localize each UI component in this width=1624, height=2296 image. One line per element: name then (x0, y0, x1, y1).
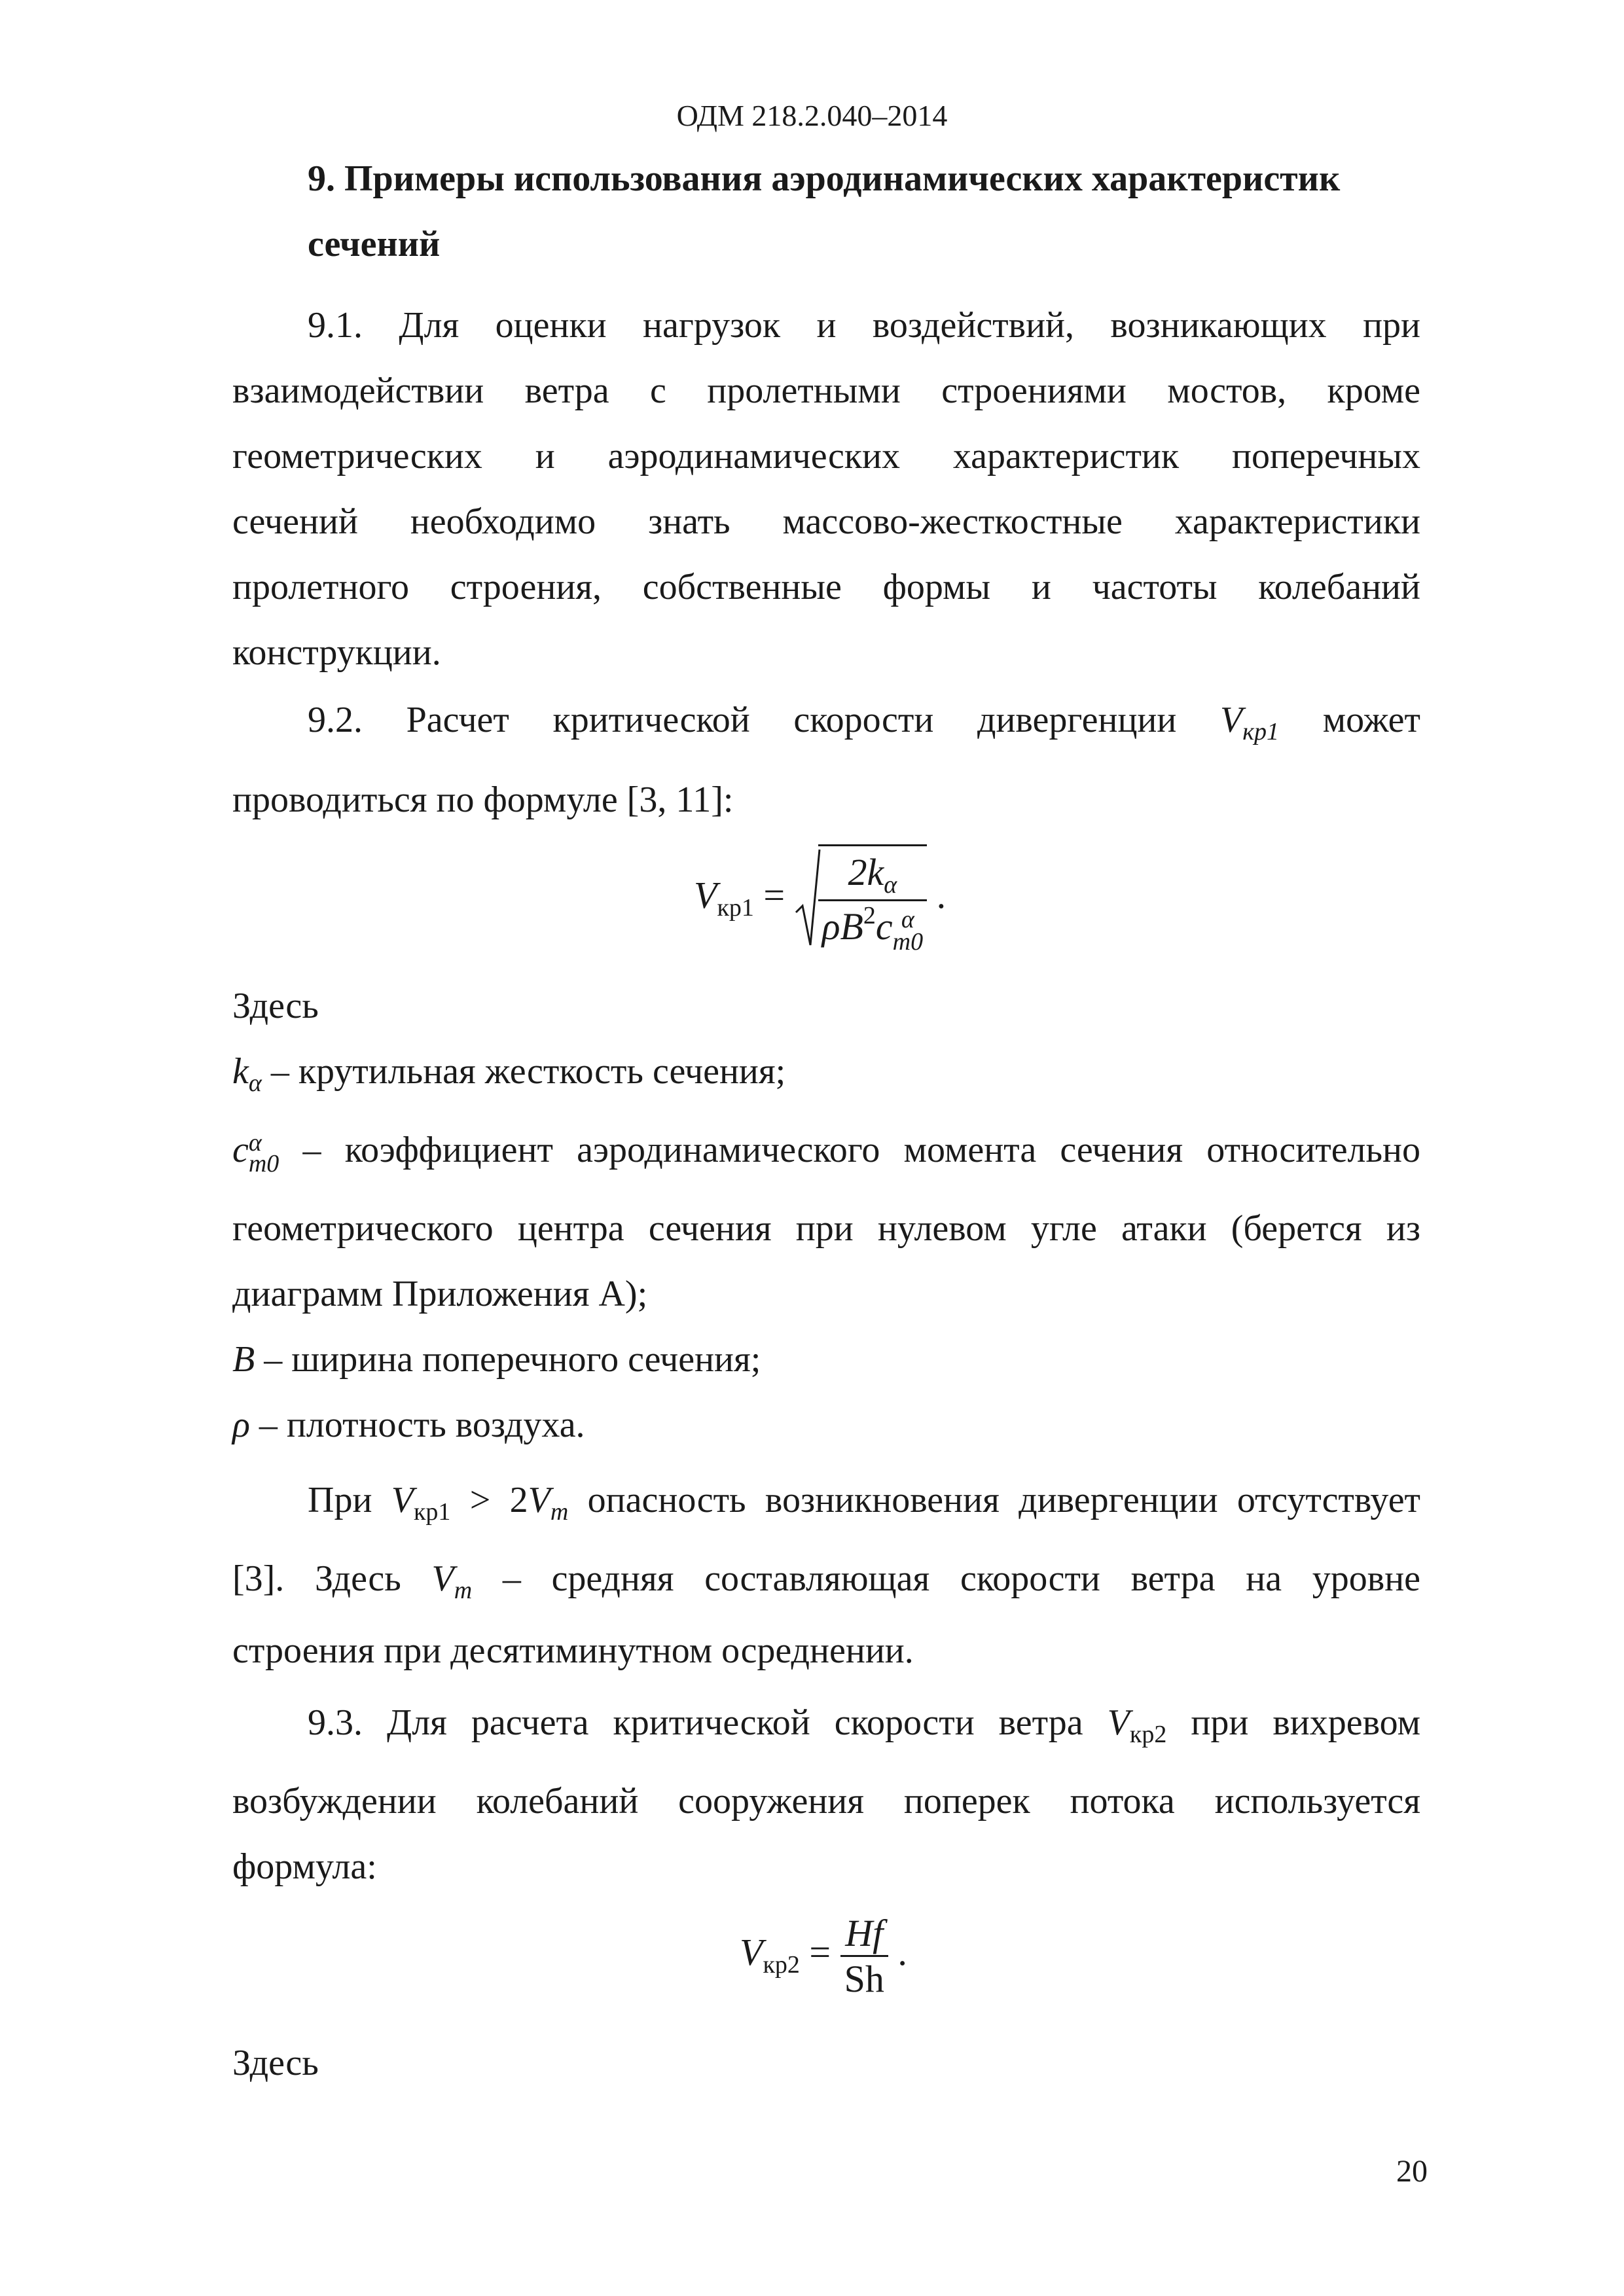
p93-line-2: возбуждении колебаний сооружения поперек потока используется (232, 1781, 1420, 1821)
p92-line-1 (232, 699, 1420, 746)
cond-line-3: строения при десятиминутном осреднении. (232, 1630, 914, 1671)
p91-line-3: геометрических и аэродинамических характеристик поперечных (232, 436, 1420, 476)
where-label-2: Здесь (232, 2043, 319, 2083)
p92-line-2: проводиться по формуле [3, 11]: (232, 780, 734, 820)
section-heading-line2: сечений (308, 224, 441, 264)
page-number: 20 (1396, 2154, 1428, 2189)
formula-vkr1: $V_{кр1}$ = $2k_\alpha$ $\rho B^2c$ α m0 . (694, 844, 946, 954)
def-B: B – ширина поперечного сечения; (232, 1339, 761, 1380)
p91-line-5: пролетного строения, собственные формы и частоты колебаний (232, 567, 1420, 607)
p93-line-1: 9.3. Для расчета критической скорости ветра $V_{кр2}$ при вихревом (308, 1702, 1421, 1748)
p91-line-4: сечений необходимо знать массово-жесткостные характеристики (232, 501, 1420, 542)
def-rho: ρ – плотность воздуха. (232, 1405, 585, 1445)
cond-line-2: [3]. Здесь $V_m$ – средняя составляющая скорости ветра на уровне (232, 1558, 1421, 1604)
p92-var: $V_{кр1}$ (1220, 700, 1280, 745)
equals-sign: = (763, 874, 785, 917)
p93-line-3: формула: (232, 1846, 377, 1887)
def-c-line-1: c α m0 – коэффициент аэродинамического момента сечения относительно (232, 1129, 1421, 1178)
sqrt-content (818, 844, 927, 954)
def-c-line-2: геометрического центра сечения при нулевом угле атаки (берется из (232, 1208, 1420, 1249)
p92-text: 9.2. Расчет критической скорости дивергенции (308, 700, 1177, 740)
def-k: $k_\alpha$ – крутильная жесткость сечения; (232, 1051, 786, 1097)
p91-line-6: конструкции. (232, 632, 441, 673)
where-label-1: Здесь (232, 986, 319, 1026)
cond-line-1: При $V_{кр1} > 2V_m$ опасность возникновения дивергенции отсутствует (308, 1480, 1421, 1526)
def-c-line-3: диаграмм Приложения А); (232, 1274, 648, 1314)
document-header: ОДМ 218.2.040–2014 (676, 99, 948, 132)
sqrt-sign-icon (795, 847, 821, 952)
section-heading-line1: 9. Примеры использования аэродинамических характеристик (308, 158, 1341, 199)
formula-vkr2: $V_{кр2}$ = $\frac{Hf}{Sh}$ . (740, 1912, 907, 2000)
p92-end: может (1322, 700, 1421, 740)
p91-line-1: 9.1. Для оценки нагрузок и воздействий, возникающих при (308, 305, 1420, 346)
fraction-2: $\frac{Hf}{Sh}$ (840, 1911, 888, 2001)
fraction-1: $2k_\alpha$ $\rho B^2c$ α m0 (818, 850, 927, 954)
p91-line-2: взаимодействии ветра с пролетными строениями мостов, кроме (232, 370, 1420, 411)
